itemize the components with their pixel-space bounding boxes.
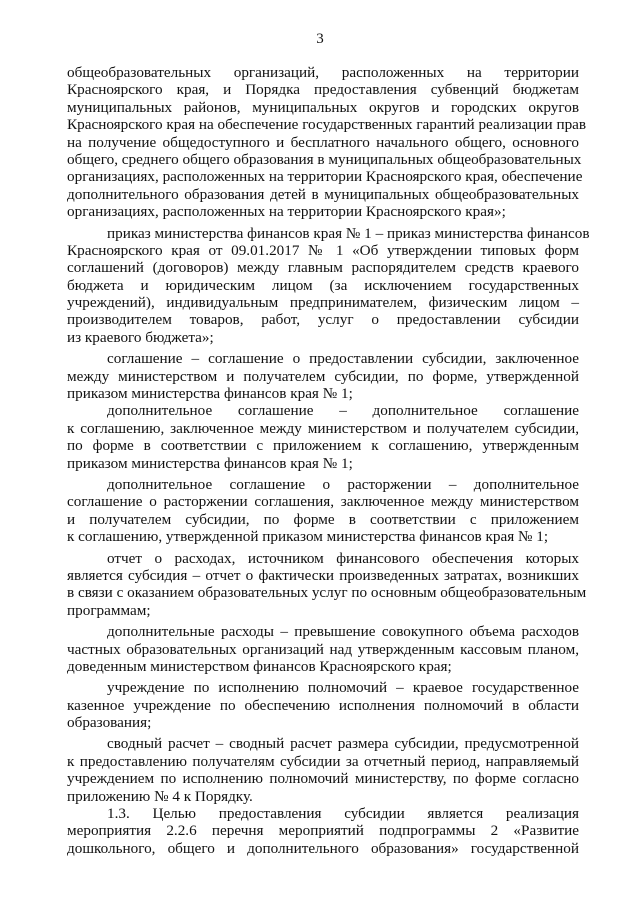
text-line: между министерством и получателем субсидии, по форме, утвержденной bbox=[67, 367, 579, 385]
text-line: муниципальных районов, муниципальных округов и городских округов bbox=[67, 98, 579, 116]
text-line: из краевого бюджета»; bbox=[67, 328, 214, 346]
text-line: образования; bbox=[67, 714, 152, 732]
text-line: по форме в соответствии с приложением к соглашению, утвержденным bbox=[67, 437, 579, 455]
text-line: частных образовательных организаций над утвержденным кассовым планом, bbox=[67, 640, 579, 658]
text-line: дополнительное соглашение о расторжении – дополнительное bbox=[107, 475, 579, 493]
text-line: дошкольного, общего и дополнительного образования» государственной bbox=[67, 839, 579, 857]
document-body-text bbox=[67, 64, 590, 857]
text-line: приложению № 4 к Порядку. bbox=[67, 787, 253, 805]
text-line: в связи с оказанием образовательных услуг по основным общеобразовательным bbox=[67, 584, 587, 602]
text-line: программам; bbox=[67, 601, 151, 619]
page-number: 3 bbox=[316, 31, 324, 47]
text-line: дополнительные расходы – превышение совокупного объема расходов bbox=[107, 623, 579, 641]
text-line: и получателем субсидии, по форме в соответствии с приложением bbox=[67, 510, 579, 528]
text-line: Красноярского края, и Порядка предоставления субвенций бюджетам bbox=[67, 81, 579, 99]
text-line: бюджета и юридическим лицом (за исключением государственных bbox=[67, 276, 579, 294]
text-line: соглашение – соглашение о предоставлении субсидии, заключенное bbox=[107, 350, 579, 368]
text-line: является субсидия – отчет о фактически произведенных затратах, возникших bbox=[67, 566, 579, 584]
text-line: дополнительного образования детей в муниципальных общеобразовательных bbox=[67, 185, 579, 203]
text-line: учреждений), индивидуальным предпринимателем, физическим лицом – bbox=[67, 294, 579, 312]
text-line: сводный расчет – сводный расчет размера субсидии, предусмотренной bbox=[107, 735, 579, 753]
text-line: общего, среднего общего образования в муниципальных общеобразовательных bbox=[67, 150, 582, 168]
text-line: соглашений (договоров) между главным распорядителем средств краевого bbox=[67, 259, 579, 277]
text-line: казенное учреждение по обеспечению исполнения полномочий в области bbox=[67, 696, 579, 714]
text-line: к предоставлению получателям субсидии за отчетный период, направляемый bbox=[67, 752, 579, 770]
text-line: приказом министерства финансов края № 1; bbox=[67, 385, 353, 403]
text-line: организациях, расположенных на территории Красноярского края»; bbox=[67, 203, 506, 221]
text-line: учреждением по исполнению полномочий министерству, по форме согласно bbox=[67, 770, 579, 788]
text-line: к соглашению, утвержденной приказом министерства финансов края № 1; bbox=[67, 528, 549, 546]
text-line: соглашение о расторжении соглашения, заключенное между министерством bbox=[67, 493, 579, 511]
text-line: общеобразовательных организаций, расположенных на территории bbox=[67, 64, 579, 81]
text-line: приказом министерства финансов края № 1; bbox=[67, 454, 353, 472]
text-line: отчет о расходах, источником финансового обеспечения которых bbox=[107, 549, 579, 567]
text-line: на получение общедоступного и бесплатного начального общего, основного bbox=[67, 133, 579, 151]
text-line: мероприятия 2.2.6 перечня мероприятий подпрограммы 2 «Развитие bbox=[67, 822, 579, 840]
text-line: доведенным министерством финансов Красноярского края; bbox=[67, 657, 452, 675]
text-line: дополнительное соглашение – дополнительное соглашение bbox=[107, 402, 579, 420]
text-line: производителем товаров, работ, услуг о предоставлении субсидии bbox=[67, 311, 579, 329]
text-line: учреждение по исполнению полномочий – краевое государственное bbox=[107, 679, 579, 697]
text-line: приказ министерства финансов края № 1 – приказ министерства финансов bbox=[107, 224, 590, 242]
text-line: Красноярского края от 09.01.2017 № 1 «Об утверждении типовых форм bbox=[67, 241, 579, 259]
text-line: 1.3. Целью предоставления субсидии является реализация bbox=[107, 805, 579, 823]
text-line: к соглашению, заключенное между министерством и получателем субсидии, bbox=[67, 419, 579, 437]
text-line: организациях, расположенных на территории Красноярского края, обеспечение bbox=[67, 168, 583, 186]
text-line: Красноярского края на обеспечение государственных гарантий реализации прав bbox=[67, 116, 587, 134]
